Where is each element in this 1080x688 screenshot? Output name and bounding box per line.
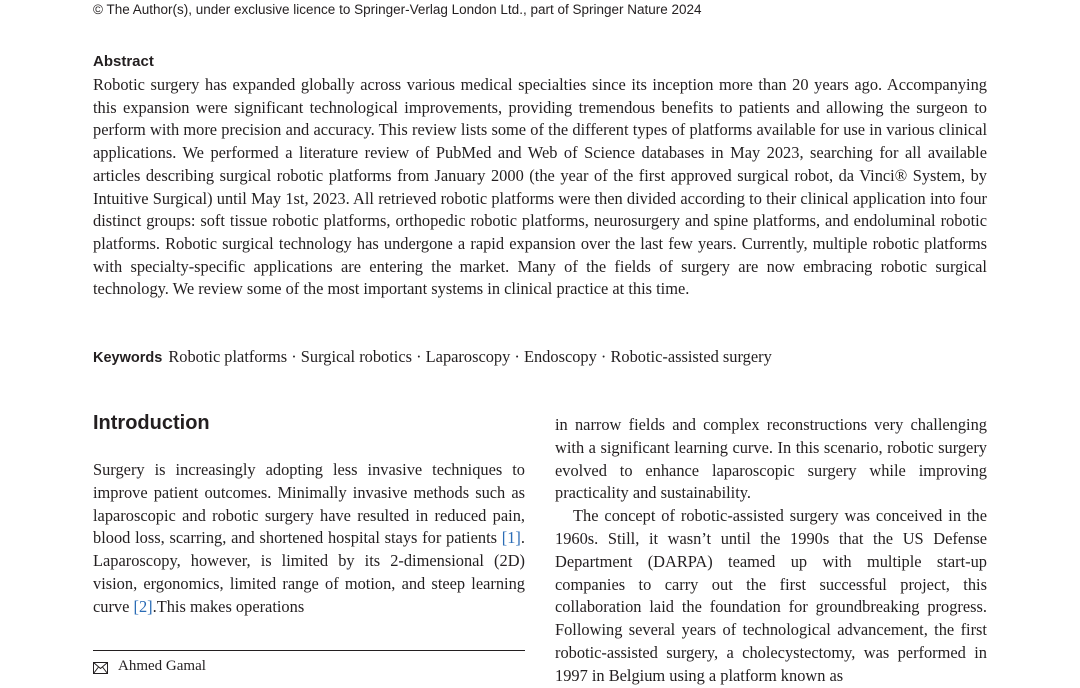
author-name: Ahmed Gamal: [118, 658, 206, 674]
footnote-divider: [93, 650, 525, 651]
citation-link-1[interactable]: [1]: [501, 528, 521, 548]
corresponding-author: [93, 656, 206, 676]
intro-paragraph-1: [93, 459, 525, 619]
intro-text-a: Surgery is increasingly adopting less invasive techniques to improve patient outcomes. Minimally invasive methods such as laparoscopic and robotic surgery have resulted in reduced pain, blood loss, scarring, and shortened hospital stays for patients: [93, 460, 525, 548]
abstract-text: Robotic surgery has expanded globally across various medical specialties since its inception more than 20 years ago. Accompanying this expansion were significant technological improvements, providing tremendous benefits to patients and allowing the surgeon to perform with more precision and accuracy. This review lists some of the different types of platforms available for use in various clinical applications. We performed a literature review of PubMed and Web of Science databases in May 2023, searching for all available articles describing surgical robotic platforms from January 2000 (the year of the first approved surgical robot, da Vinci® System, by Intuitive Surgical) until May 1st, 2023. All retrieved robotic platforms were then divided according to their clinical application into four distinct groups: soft tissue robotic platforms, orthopedic robotic platforms, neurosurgery and spine platforms, and endoluminal robotic platforms. Robotic surgical technology has undergone a rapid expansion over the last few years. Currently, multiple robotic platforms with specialty-specific applications are entering the market. Many of the fields of surgery are now embracing robotic surgical technology. We review some of the most important systems in clinical practice at this time.: [93, 75, 987, 299]
intro-paragraph-continued: in narrow fields and complex reconstructions very challenging with a significant learning curve. In this scenario, robotic surgery evolved to enhance laparoscopic surgery while improving practicality and sustainability.: [555, 415, 987, 503]
right-column: [555, 414, 987, 688]
keywords-label: Keywords: [93, 350, 163, 366]
citation-link-2[interactable]: [2]: [133, 596, 153, 616]
abstract-heading: Abstract: [93, 53, 154, 70]
keywords-list: Robotic platforms · Surgical robotics · Laparoscopy · Endoscopy · Robotic-assisted surgery: [168, 347, 772, 366]
intro-paragraph-2: The concept of robotic-assisted surgery was conceived in the 1960s. Still, it wasn’t until the 1990s that the US Defense Department (DARPA) teamed up with multiple start-up companies to carry out the first successful project, this collaboration laid the foundation for groundbreaking progress. Following several years of technological advancement, the first robotic-assisted surgery, a cholecystectomy, was performed in 1997 in Belgium using a platform known as: [555, 506, 987, 685]
keywords-line: [93, 346, 772, 369]
intro-text-b: . Laparoscopy, however, is limited by its 2-dimensional (2D) vision, ergonomics, limited range of motion, and steep learning curve: [93, 528, 525, 616]
envelope-icon[interactable]: [93, 660, 108, 672]
left-column: [93, 459, 525, 619]
introduction-heading: Introduction: [93, 412, 210, 434]
copyright-line: © The Author(s), under exclusive licence to Springer-Verlag London Ltd., part of Springer Nature 2024: [93, 2, 702, 17]
intro-text-c: .This makes operations: [152, 596, 305, 616]
